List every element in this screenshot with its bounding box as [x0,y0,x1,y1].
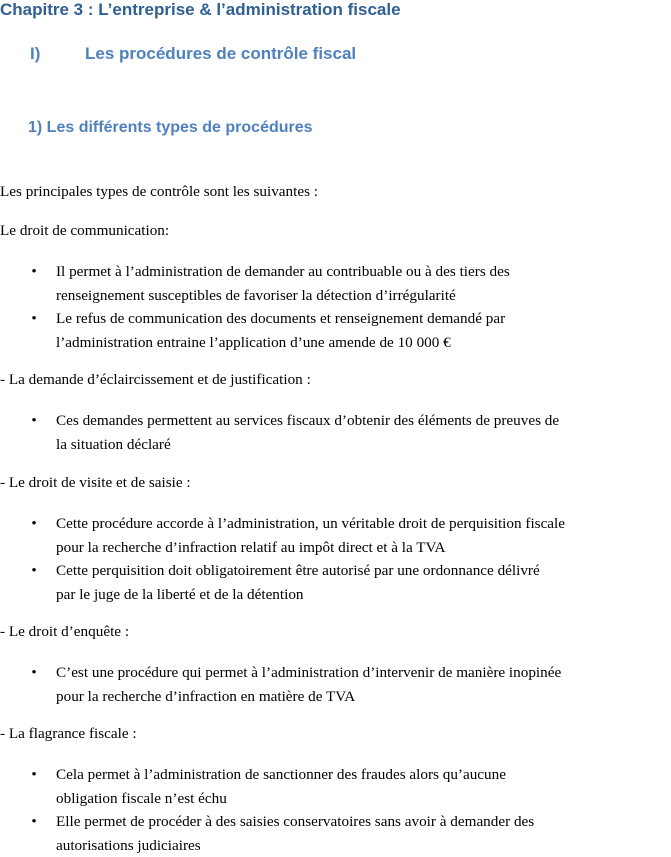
list-item [0,307,671,354]
list-item [0,810,671,857]
list-item-line: Cette perquisition doit obligatoirement être autorisé par une ordonnance délivré [56,559,671,583]
list-item-line: autorisations judiciaires [56,834,671,857]
bullet-list-eclaircissement [0,409,671,456]
list-item [0,763,671,810]
list-item [0,409,671,456]
list-item-line: obligation fiscale n’est échu [56,787,671,811]
bullet-list-communication [0,260,671,354]
list-item-line: Il permet à l’administration de demander au contribuable ou à des tiers des [56,260,671,284]
block-heading-visite-saisie: - Le droit de visite et de saisie : [0,473,191,493]
bullet-icon: • [28,810,40,834]
list-item-line: la situation déclaré [56,433,671,457]
intro-paragraph: Les principales types de contrôle sont les suivantes : [0,182,318,202]
list-item-line: renseignement susceptibles de favoriser la détection d’irrégularité [56,284,671,308]
chapter-title: Chapitre 3 : L’entreprise & l’administration fiscale [0,0,401,20]
subsection-title: 1) Les différents types de procédures [28,118,313,138]
section-number: I) [30,44,40,64]
section-title: Les procédures de contrôle fiscal [85,44,356,64]
list-item [0,661,671,708]
list-item [0,512,671,559]
list-item-line: Elle permet de procéder à des saisies conservatoires sans avoir à demander des [56,810,671,834]
block-heading-enquete: - Le droit d’enquête : [0,622,129,642]
list-item-line: Le refus de communication des documents et renseignement demandé par [56,307,671,331]
list-item [0,260,671,307]
list-item-line: Cela permet à l’administration de sanctionner des fraudes alors qu’aucune [56,763,671,787]
bullet-icon: • [28,512,40,536]
list-item-line: Ces demandes permettent au services fiscaux d’obtenir des éléments de preuves de [56,409,671,433]
bullet-list-enquete [0,661,671,708]
list-item-line: pour la recherche d’infraction relatif au impôt direct et à la TVA [56,536,671,560]
list-item-line: par le juge de la liberté et de la détention [56,583,671,607]
bullet-icon: • [28,260,40,284]
block-heading-eclaircissement: - La demande d’éclaircissement et de justification : [0,370,311,390]
bullet-icon: • [28,661,40,685]
list-item-line: pour la recherche d’infraction en matière de TVA [56,685,671,709]
list-item-line: l’administration entraine l’application d’une amende de 10 000 € [56,331,671,355]
bullet-list-flagrance [0,763,671,857]
list-item-line: C’est une procédure qui permet à l’administration d’intervenir de manière inopinée [56,661,671,685]
list-item [0,559,671,606]
list-item-line: Cette procédure accorde à l’administration, un véritable droit de perquisition fiscale [56,512,671,536]
bullet-icon: • [28,559,40,583]
block-heading-communication: Le droit de communication: [0,221,169,241]
bullet-icon: • [28,307,40,331]
bullet-list-visite-saisie [0,512,671,606]
bullet-icon: • [28,409,40,433]
bullet-icon: • [28,763,40,787]
block-heading-flagrance: - La flagrance fiscale : [0,724,137,744]
